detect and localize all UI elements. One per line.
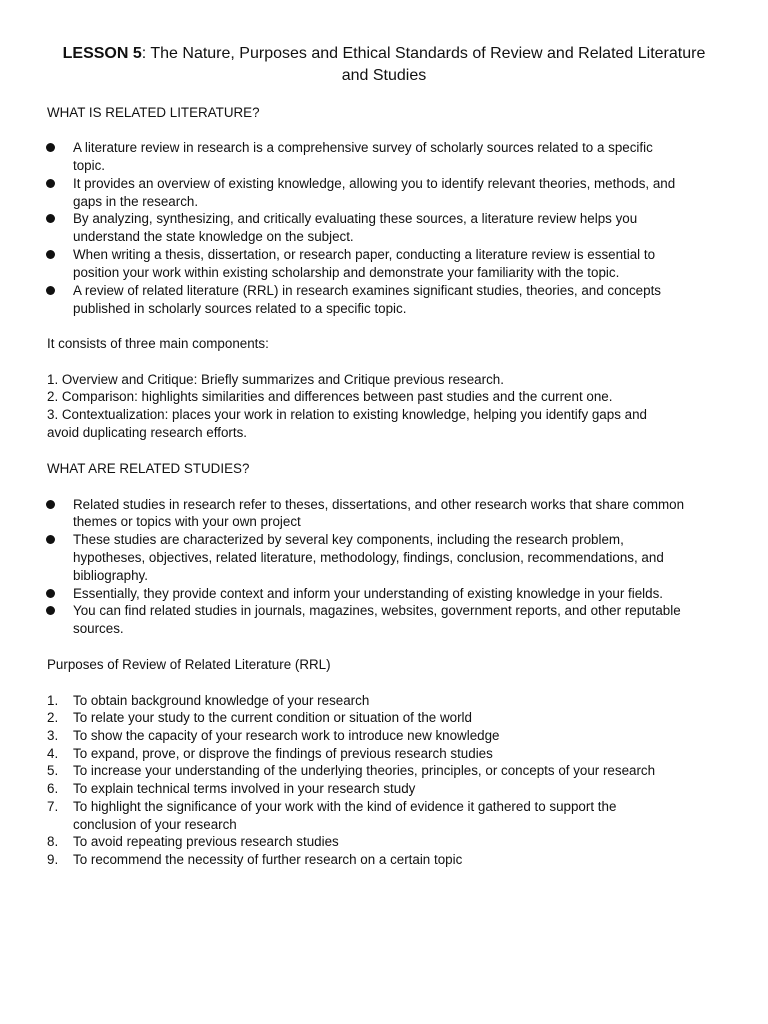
bullet-icon [46, 179, 55, 188]
list-item-text: themes or topics with your own project [73, 514, 301, 529]
section-heading-related-studies: WHAT ARE RELATED STUDIES? [47, 461, 250, 476]
title-line-2: and Studies [341, 67, 427, 84]
list-item-text: It provides an overview of existing knowledge, allowing you to identify relevant theories, methods, and [73, 176, 676, 191]
purpose-item-text: To show the capacity of your research work to introduce new knowledge [73, 728, 500, 743]
purpose-item-text: To recommend the necessity of further research on a certain topic [73, 852, 463, 867]
purpose-item-text: To relate your study to the current condition or situation of the world [73, 710, 472, 725]
list-number: 1. [47, 693, 59, 708]
list-number: 6. [47, 781, 59, 796]
lesson-title-text: : The Nature, Purposes and Ethical Standards of Review and Related Literature [141, 45, 706, 62]
bullet-icon [46, 286, 55, 295]
list-item-text: topic. [73, 158, 106, 173]
lesson-number: LESSON 5 [62, 45, 142, 62]
list-number: 3. [47, 728, 59, 743]
list-item-text: Related studies in research refer to theses, dissertations, and other research works that share common [73, 497, 685, 512]
list-item-text: understand the state knowledge on the subject. [73, 229, 354, 244]
list-item-text: These studies are characterized by several key components, including the research problem, [73, 532, 624, 547]
component-item: 2. Comparison: highlights similarities and differences between past studies and the current one. [47, 389, 613, 404]
list-item-text: bibliography. [73, 568, 148, 583]
purpose-item-text: To explain technical terms involved in your research study [73, 781, 416, 796]
list-item-text: A literature review in research is a comprehensive survey of scholarly sources related to a specific [73, 140, 653, 155]
list-item-text: gaps in the research. [73, 194, 199, 209]
list-number: 8. [47, 834, 59, 849]
section-heading-related-literature: WHAT IS RELATED LITERATURE? [47, 105, 260, 120]
list-item-text: position your work within existing scholarship and demonstrate your familiarity with the topic. [73, 265, 620, 280]
list-item-text: hypotheses, objectives, related literature, methodology, findings, conclusion, recommendations, and [73, 550, 664, 565]
list-number: 7. [47, 799, 59, 814]
purpose-item-text: To increase your understanding of the underlying theories, principles, or concepts of your research [73, 763, 656, 778]
bullet-icon [46, 250, 55, 259]
purpose-item-text: conclusion of your research [73, 817, 237, 832]
bullet-icon [46, 500, 55, 509]
list-item-text: Essentially, they provide context and inform your understanding of existing knowledge in your fields. [73, 586, 664, 601]
component-item-continued: avoid duplicating research efforts. [47, 425, 247, 440]
list-number: 5. [47, 763, 59, 778]
purpose-item-text: To expand, prove, or disprove the findings of previous research studies [73, 746, 493, 761]
purpose-item-text: To highlight the significance of your work with the kind of evidence it gathered to support the [73, 799, 617, 814]
list-number: 4. [47, 746, 59, 761]
bullet-icon [46, 589, 55, 598]
bullet-icon [46, 214, 55, 223]
purpose-item-text: To avoid repeating previous research studies [73, 834, 339, 849]
purpose-item-text: To obtain background knowledge of your research [73, 693, 370, 708]
list-item-text: A review of related literature (RRL) in research examines significant studies, theories, and concepts [73, 283, 661, 298]
title-line-1 [40, 43, 728, 65]
list-item-text: sources. [73, 621, 124, 636]
lesson-title [40, 43, 728, 87]
list-item-text: When writing a thesis, dissertation, or research paper, conducting a literature review is essential to [73, 247, 656, 262]
bullet-icon [46, 143, 55, 152]
component-item: 1. Overview and Critique: Briefly summarizes and Critique previous research. [47, 372, 504, 387]
list-number: 9. [47, 852, 59, 867]
bullet-icon [46, 606, 55, 615]
bullet-icon [46, 535, 55, 544]
list-number: 2. [47, 710, 59, 725]
list-item-text: You can find related studies in journals, magazines, websites, government reports, and other reputable [73, 603, 681, 618]
components-intro: It consists of three main components: [47, 336, 269, 351]
list-item-text: published in scholarly sources related to a specific topic. [73, 301, 407, 316]
list-item-text: By analyzing, synthesizing, and critically evaluating these sources, a literature review helps you [73, 211, 638, 226]
purposes-heading: Purposes of Review of Related Literature (RRL) [47, 657, 331, 672]
component-item: 3. Contextualization: places your work in relation to existing knowledge, helping you identify gaps and [47, 407, 647, 422]
